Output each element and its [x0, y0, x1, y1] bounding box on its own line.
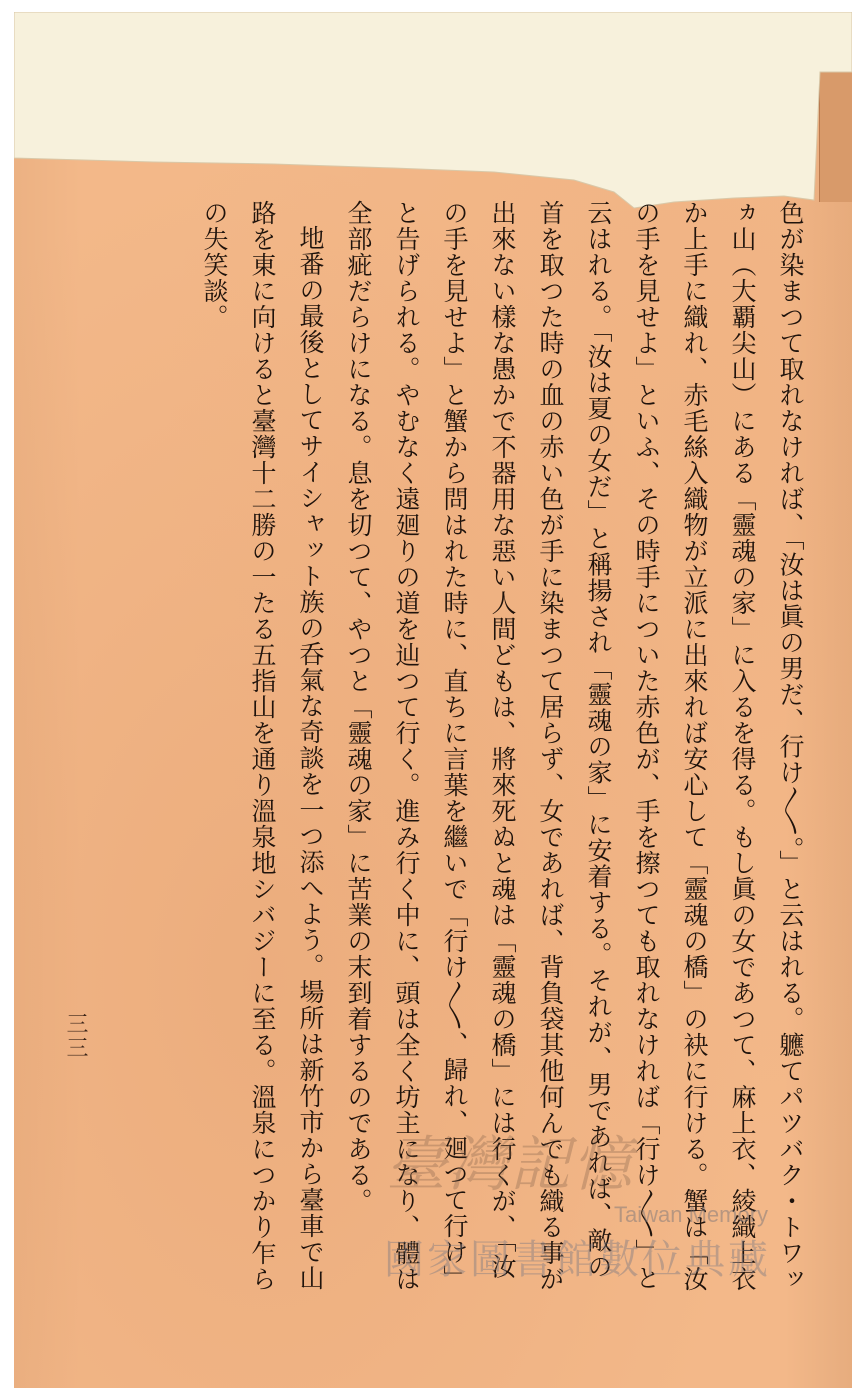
book-page	[14, 12, 852, 1388]
page-number: 三三	[63, 1012, 88, 1060]
torn-paper-overlay	[14, 12, 852, 222]
paragraph: 色が染まつて取れなければ、「汝は眞の男だ、行け〳〵。」と云はれる。軈てパツバク・トワッヵ山（大覇尖山）にある「靈魂の家」に入るを得る。もし眞の女であつて、麻上衣、綾織上衣か上手に織れ、赤毛絲入織物が立派に出來れば安心して「靈魂の橋」の袂に行ける。蟹は「汝の手を見せよ」といふ、その時手についた赤色が、手を擦つても取れなければ「行け〳〵」と云はれる。「汝は夏の女だ」と稱揚され「靈魂の家」に安着する。それが、男であれば、敵の首を取つた時の血の赤い色が手に染まつて居らず、女であれば、背負袋其他何んでも織る事が出來ない樣な愚かで不器用な惡い人間どもは、將來死ぬと魂は「靈魂の橋」には行くが、「汝の手を見せよ」と蟹から問はれた時に、直ちに言葉を繼いで「行け〳〵、歸れ、廻つて行け」と告げられる。やむなく遠廻りの道を辿つて行く。進み行く中に、頭は全く坊主になり、體は全部疵だらけになる。息を切つて、やつと「靈魂の家」に苦業の末到着するのである。	[344, 200, 805, 1292]
watermark-english: Taiwan Memory	[614, 1202, 769, 1227]
paragraph: 地番の最後としてサイシャット族の呑氣な奇談を一つ添へよう。場所は新竹市から臺車で山路を東に向けると臺灣十二勝の一たる五指山を通り溫泉地シバジーに至る。溫泉につかり乍らの失笑談。	[200, 200, 325, 1292]
watermark-institution: 國家圖書館數位典藏	[384, 1237, 771, 1283]
watermark-logo-script: 臺灣記憶	[386, 1130, 634, 1200]
